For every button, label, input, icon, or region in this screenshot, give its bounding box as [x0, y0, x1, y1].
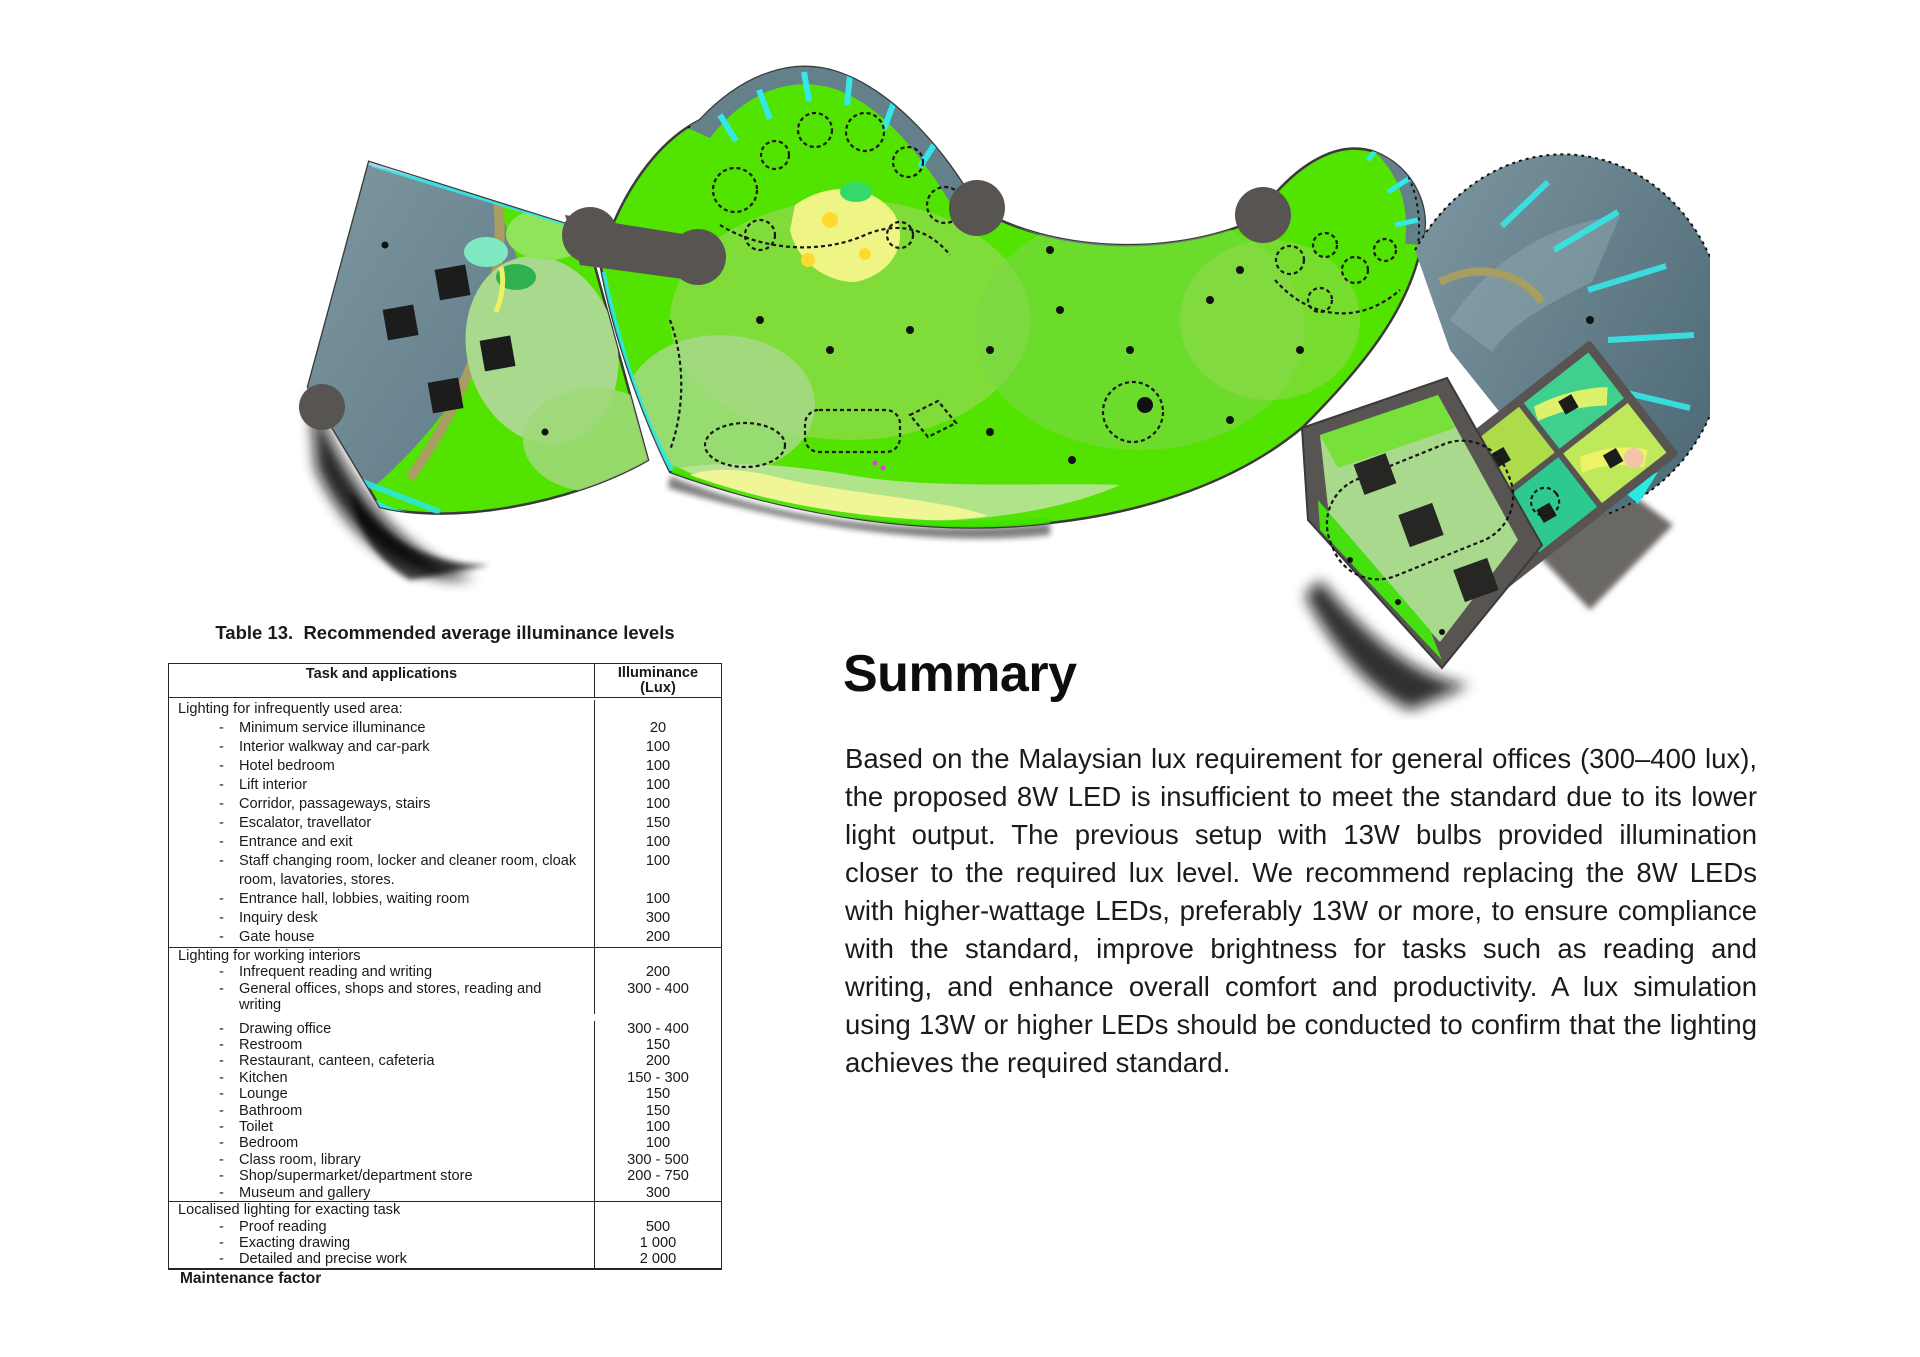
table-row	[169, 814, 721, 833]
task-cell	[169, 1103, 595, 1119]
section-label-lux-cell	[595, 1202, 721, 1218]
lux-value: 100	[645, 796, 671, 812]
bullet-dash: -	[219, 964, 224, 981]
task-label: Restroom	[239, 1037, 303, 1054]
illuminance-table	[168, 663, 722, 1270]
lux-value: 100	[645, 834, 671, 850]
lux-value: 150	[645, 1086, 671, 1103]
bullet-dash: -	[219, 980, 224, 997]
bullet-dash: -	[219, 1119, 224, 1136]
table-body	[169, 698, 721, 1268]
bullet-dash: -	[219, 720, 224, 736]
table-row	[169, 1185, 721, 1201]
task-cell	[169, 814, 595, 833]
lux-value: 150	[645, 1037, 671, 1054]
bullet-dash: -	[219, 891, 224, 907]
task-label: Detailed and precise work	[239, 1251, 407, 1268]
table-row	[169, 1103, 721, 1119]
task-label: Lift interior	[239, 777, 308, 793]
bullet-dash: -	[219, 1069, 224, 1086]
task-label: Toilet	[239, 1119, 274, 1136]
task-label: Class room, library	[239, 1151, 361, 1168]
task-cell	[169, 833, 595, 852]
task-label: Proof reading	[239, 1218, 327, 1235]
table-row	[169, 1037, 721, 1053]
task-cell	[169, 1070, 595, 1086]
lux-value: 200	[645, 1053, 671, 1070]
task-label: Museum and gallery	[239, 1184, 371, 1201]
table-row	[169, 1168, 721, 1184]
task-label: Bathroom	[239, 1102, 303, 1119]
bullet-dash: -	[219, 1086, 224, 1103]
summary-heading: Summary	[843, 645, 1077, 703]
table-row	[169, 909, 721, 928]
task-cell	[169, 776, 595, 795]
task-cell	[169, 1219, 595, 1235]
bullet-dash: -	[219, 1234, 224, 1251]
task-label: General offices, shops and stores, reading and writing	[239, 980, 542, 1014]
task-label: Drawing office	[239, 1020, 332, 1037]
table-row	[169, 1119, 721, 1135]
task-cell	[169, 1135, 595, 1151]
task-label: Lounge	[239, 1086, 288, 1103]
bullet-dash: -	[219, 777, 224, 793]
section-label-lux-cell	[595, 700, 721, 719]
bullet-dash: -	[219, 758, 224, 774]
bullet-dash: -	[219, 1151, 224, 1168]
lux-value: 100	[645, 891, 671, 907]
task-label: Exacting drawing	[239, 1234, 351, 1251]
bullet-dash: -	[219, 739, 224, 755]
section-label: Localised lighting for exacting task	[169, 1202, 595, 1218]
lux-value: 100	[645, 853, 671, 869]
table-row	[169, 1235, 721, 1251]
table-row	[169, 852, 721, 890]
bullet-dash: -	[219, 853, 224, 869]
table-row	[169, 1152, 721, 1168]
task-label: Staff changing room, locker and cleaner room, cloak room, lavatories, stores.	[239, 853, 577, 888]
task-cell	[169, 1053, 595, 1069]
table-row	[169, 1053, 721, 1069]
summary-paragraph: Based on the Malaysian lux requirement for general offices (300–400 lux), the proposed 8W LED is insufficient to meet the standard due to its lower light output. The previous setup with 13W bulbs provided illumination closer to the required lux level. We recommend replacing the 8W LEDs with higher-wattage LEDs, preferably 13W or more, to ensure compliance with the standard, improve brightness for tasks such as reading and writing, and enhance overall comfort and productivity. A lux simulation using 13W or higher LEDs should be conducted to confirm that the lighting achieves the required standard.	[845, 743, 1757, 1078]
lux-value: 100	[645, 758, 671, 774]
bullet-dash: -	[219, 1037, 224, 1054]
task-cell	[169, 964, 595, 980]
task-label: Corridor, passageways, stairs	[239, 796, 431, 812]
table-row	[169, 928, 721, 947]
lux-value: 500	[645, 1218, 671, 1235]
table-row	[169, 981, 721, 1014]
middle-wing	[600, 64, 1425, 528]
task-cell	[169, 1185, 595, 1201]
footnote-text: Maintenance factor	[180, 1270, 322, 1283]
left-wing	[308, 162, 667, 520]
task-cell	[169, 1168, 595, 1184]
lux-value: 2 000	[639, 1251, 677, 1268]
table-row	[169, 1021, 721, 1037]
column-header-task: Task and applications	[169, 664, 595, 697]
lux-value: 300	[645, 1184, 671, 1201]
table-row	[169, 795, 721, 814]
task-label: Kitchen	[239, 1069, 288, 1086]
bullet-dash: -	[219, 1251, 224, 1268]
lux-value: 200	[645, 964, 671, 981]
task-label: Shop/supermarket/department store	[239, 1168, 473, 1185]
section-label: Lighting for infrequently used area:	[169, 700, 595, 719]
task-cell	[169, 1251, 595, 1267]
task-label: Hotel bedroom	[239, 758, 335, 774]
bullet-dash: -	[219, 834, 224, 850]
table-header-row	[169, 664, 721, 698]
bullet-dash: -	[219, 929, 224, 945]
table-row	[169, 1086, 721, 1102]
task-cell	[169, 981, 595, 1014]
task-cell	[169, 1235, 595, 1251]
lux-heatmap-plan-svg	[290, 20, 1710, 720]
task-cell	[169, 757, 595, 776]
bullet-dash: -	[219, 1102, 224, 1119]
lux-value: 100	[645, 777, 671, 793]
task-label: Interior walkway and car-park	[239, 739, 430, 755]
task-cell	[169, 1119, 595, 1135]
task-cell	[169, 1037, 595, 1053]
table-row	[169, 1135, 721, 1151]
bullet-dash: -	[219, 910, 224, 926]
table-row	[169, 1251, 721, 1267]
task-label: Gate house	[239, 929, 315, 945]
task-label: Inquiry desk	[239, 910, 318, 926]
table-row	[169, 738, 721, 757]
table-row	[169, 776, 721, 795]
section-label-lux-cell	[595, 948, 721, 964]
task-cell	[169, 1152, 595, 1168]
lux-value: 100	[645, 739, 671, 755]
task-label: Restaurant, canteen, cafeteria	[239, 1053, 435, 1070]
table-section-label-row	[169, 1201, 721, 1218]
table-title: Table 13. Recommended average illuminance levels	[215, 622, 675, 643]
task-label: Entrance and exit	[239, 834, 353, 850]
task-cell	[169, 928, 595, 947]
bullet-dash: -	[219, 1218, 224, 1235]
table-row	[169, 833, 721, 852]
task-label: Bedroom	[239, 1135, 299, 1152]
lux-value: 100	[645, 1119, 671, 1136]
table-row	[169, 1070, 721, 1086]
lux-value: 200	[645, 929, 671, 945]
footnote-clipped	[180, 1270, 321, 1283]
bullet-dash: -	[219, 1184, 224, 1201]
lux-value: 300	[645, 910, 671, 926]
task-label: Escalator, travellator	[239, 815, 372, 831]
task-cell	[169, 719, 595, 738]
task-label: Entrance hall, lobbies, waiting room	[239, 891, 470, 907]
lux-value: 300 - 500	[627, 1151, 689, 1168]
task-cell	[169, 852, 595, 890]
table-row	[169, 964, 721, 980]
lux-value: 300 - 400	[627, 1020, 689, 1037]
lux-value: 200 - 750	[627, 1168, 689, 1185]
bullet-dash: -	[219, 1168, 224, 1185]
lux-value: 100	[645, 1135, 671, 1152]
bullet-dash: -	[219, 796, 224, 812]
table-section	[169, 698, 721, 947]
lux-value: 300 - 400	[627, 980, 689, 997]
task-label: Minimum service illuminance	[239, 720, 426, 736]
column-header-illuminance: Illuminance (Lux)	[617, 665, 699, 696]
task-cell	[169, 1021, 595, 1037]
lux-value: 150	[645, 815, 671, 831]
bullet-dash: -	[219, 1135, 224, 1152]
lux-heatmap-plan	[290, 20, 1710, 720]
table-section-label-row	[169, 947, 721, 964]
task-label: Infrequent reading and writing	[239, 964, 433, 981]
task-cell	[169, 1086, 595, 1102]
table-section	[169, 947, 721, 1201]
task-cell	[169, 890, 595, 909]
task-cell	[169, 909, 595, 928]
task-cell	[169, 738, 595, 757]
table-row	[169, 890, 721, 909]
section-label: Lighting for working interiors	[169, 948, 595, 964]
lux-value: 150 - 300	[627, 1069, 689, 1086]
table-section	[169, 1201, 721, 1268]
task-cell	[169, 795, 595, 814]
table-row	[169, 719, 721, 738]
lux-value: 1 000	[639, 1234, 677, 1251]
table-row	[169, 1219, 721, 1235]
lux-value: 150	[645, 1102, 671, 1119]
lux-value: 20	[649, 720, 667, 736]
bullet-dash: -	[219, 815, 224, 831]
bullet-dash: -	[219, 1020, 224, 1037]
table-row	[169, 757, 721, 776]
bullet-dash: -	[219, 1053, 224, 1070]
table-section-label-row	[169, 698, 721, 719]
